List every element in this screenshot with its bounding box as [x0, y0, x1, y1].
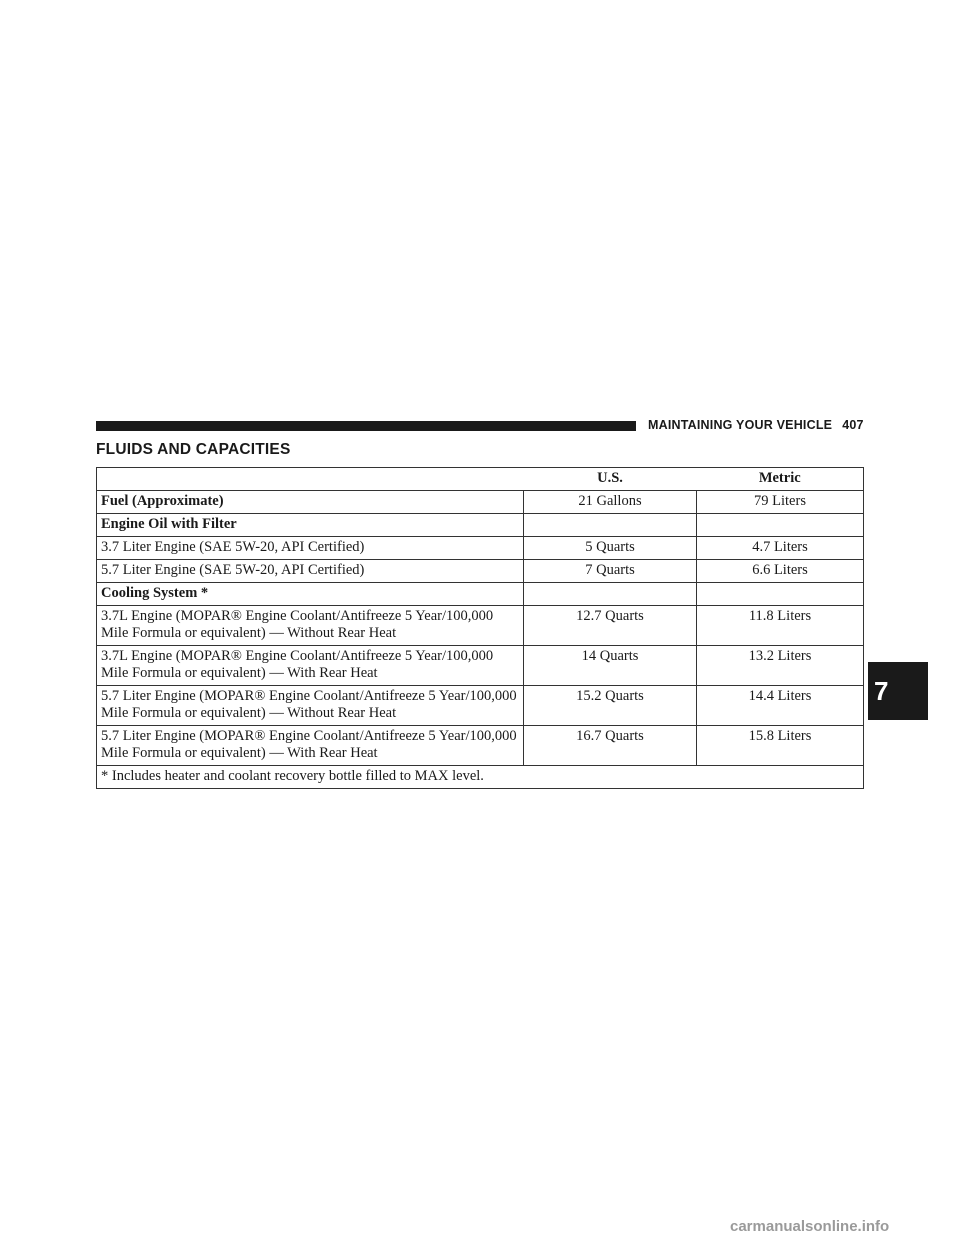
row-metric-value: 11.8 Liters — [697, 606, 864, 646]
chapter-tab: 7 — [868, 662, 928, 720]
column-header-metric: Metric — [697, 468, 864, 491]
row-metric-value: 13.2 Liters — [697, 646, 864, 686]
row-label: Cooling System * — [97, 583, 524, 606]
row-metric-value: 15.8 Liters — [697, 726, 864, 766]
page-number: 407 — [842, 418, 864, 432]
row-us-value: 12.7 Quarts — [524, 606, 697, 646]
row-us-value: 15.2 Quarts — [524, 686, 697, 726]
header-rule — [96, 421, 636, 431]
running-header — [648, 418, 864, 432]
table-row — [97, 686, 864, 726]
table-footnote: * Includes heater and coolant recovery bottle filled to MAX level. — [97, 766, 864, 789]
table-row — [97, 606, 864, 646]
row-label: 5.7 Liter Engine (SAE 5W-20, API Certified) — [97, 560, 524, 583]
table-row — [97, 646, 864, 686]
row-us-value: 16.7 Quarts — [524, 726, 697, 766]
column-header-item — [97, 468, 524, 491]
row-label: Engine Oil with Filter — [97, 514, 524, 537]
row-label: 3.7 Liter Engine (SAE 5W-20, API Certified) — [97, 537, 524, 560]
row-us-value — [524, 514, 697, 537]
row-metric-value: 14.4 Liters — [697, 686, 864, 726]
table-header-row — [97, 468, 864, 491]
section-title: FLUIDS AND CAPACITIES — [96, 441, 291, 458]
row-us-value: 14 Quarts — [524, 646, 697, 686]
row-label: 3.7L Engine (MOPAR® Engine Coolant/Antifreeze 5 Year/100,000 Mile Formula or equivalent) — Without Rear Heat — [97, 606, 524, 646]
row-label: 5.7 Liter Engine (MOPAR® Engine Coolant/Antifreeze 5 Year/100,000 Mile Formula or equivalent) — Without Rear Heat — [97, 686, 524, 726]
table-row — [97, 537, 864, 560]
row-metric-value: 79 Liters — [697, 491, 864, 514]
row-label: Fuel (Approximate) — [97, 491, 524, 514]
row-us-value: 21 Gallons — [524, 491, 697, 514]
table-footnote-row — [97, 766, 864, 789]
row-metric-value: 6.6 Liters — [697, 560, 864, 583]
row-metric-value — [697, 583, 864, 606]
table-row — [97, 514, 864, 537]
fluids-capacities-table — [96, 467, 864, 789]
column-header-us: U.S. — [524, 468, 697, 491]
row-label: 5.7 Liter Engine (MOPAR® Engine Coolant/Antifreeze 5 Year/100,000 Mile Formula or equivalent) — With Rear Heat — [97, 726, 524, 766]
row-us-value: 7 Quarts — [524, 560, 697, 583]
row-us-value — [524, 583, 697, 606]
row-metric-value: 4.7 Liters — [697, 537, 864, 560]
table-row — [97, 583, 864, 606]
row-metric-value — [697, 514, 864, 537]
header-section-title: MAINTAINING YOUR VEHICLE — [648, 418, 833, 432]
watermark: carmanualsonline.info — [730, 1218, 890, 1235]
table-row — [97, 560, 864, 583]
row-label: 3.7L Engine (MOPAR® Engine Coolant/Antifreeze 5 Year/100,000 Mile Formula or equivalent) — With Rear Heat — [97, 646, 524, 686]
table-row — [97, 491, 864, 514]
table-row — [97, 726, 864, 766]
row-us-value: 5 Quarts — [524, 537, 697, 560]
